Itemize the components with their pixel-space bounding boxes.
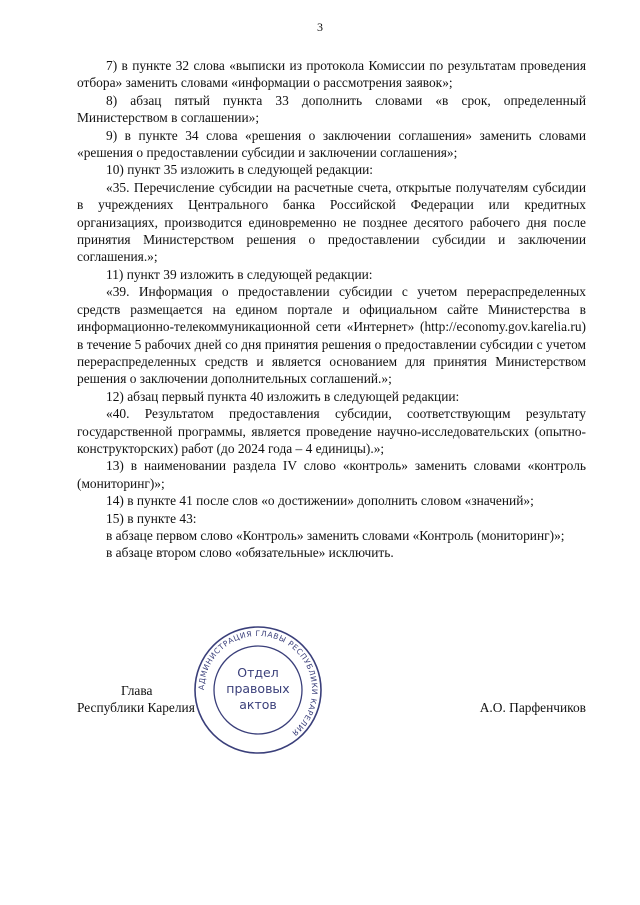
paragraph-item-11: 11) пункт 39 изложить в следующей редакции: (106, 266, 373, 282)
signature-block (77, 682, 586, 742)
signer-position-line2: Республики Карелия (77, 700, 195, 715)
paragraph-clause-39: «39. Информация о предоставлении субсидии с учетом перераспределенных средств размещается на едином портале и официальном сайте Министерства в информационно-телекоммуникационной сети «Интернет» (http://economy.gov.karelia.ru) в течение 5 рабочих дней со дня принятия решения о предоставлении субсидии с учетом перераспределенных средств и является основанием для принятия Министерством решения о заключении дополнительных соглашений.»; (77, 284, 586, 387)
signer-name: А.О. Парфенчиков (479, 700, 586, 715)
paragraph-item-7: 7) в пункте 32 слова «выписки из протокола Комиссии по результатам проведения отбора» заменить словами «информации о рассмотрения заявок»; (77, 58, 586, 91)
document-body (77, 57, 586, 562)
signer-position-line1: Глава (121, 683, 153, 698)
stamp-line-2: правовых (226, 681, 290, 696)
official-stamp (192, 624, 324, 756)
paragraph-item-13: 13) в наименовании раздела IV слово «контроль» заменить словами «контроль (мониторинг)»; (77, 458, 586, 491)
paragraph-clause-40: «40. Результатом предоставления субсидии, соответствующим результату государственной программы, является проведение научно-исследовательских (опытно-конструкторских) работ (до 2024 года – 4 единицы).»; (77, 406, 586, 456)
paragraph-item-10: 10) пункт 35 изложить в следующей редакции: (106, 162, 374, 178)
page-number: 3 (317, 20, 323, 34)
paragraph-item-14: 14) в пункте 41 после слов «о достижении» дополнить словом «значений»; (106, 493, 534, 509)
paragraph-subitem-1: в абзаце первом слово «Контроль» заменить словами «Контроль (мониторинг)»; (106, 527, 565, 543)
paragraph-item-15: 15) в пункте 43: (106, 510, 197, 526)
stamp-line-1: Отдел (237, 665, 279, 680)
paragraph-subitem-2: в абзаце втором слово «обязательные» исключить. (106, 545, 394, 561)
paragraph-item-8: 8) абзац пятый пункта 33 дополнить словами «в срок, определенный Министерством в соглашении»; (77, 92, 586, 126)
stamp-line-3: актов (239, 697, 277, 712)
paragraph-item-9: 9) в пункте 34 слова «решения о заключении соглашения» заменить словами «решения о предоставлении субсидии и заключении соглашения»; (77, 127, 586, 161)
stamp-seal-icon (192, 624, 324, 756)
paragraph-item-12: 12) абзац первый пункта 40 изложить в следующей редакции: (106, 388, 460, 404)
paragraph-clause-35: «35. Перечисление субсидии на расчетные счета, открытые получателям субсидии в учреждениях Центрального банка Российской Федерации или кредитных организациях, производится единовременно не позднее десятого рабочего дня после принятия Министерством решения о предоставлении субсидии и заключении соглашения.»; (77, 179, 586, 265)
stamp-outer-text: АДМИНИСТРАЦИЯ ГЛАВЫ РЕСПУБЛИКИ КАРЕЛИЯ (196, 628, 320, 738)
